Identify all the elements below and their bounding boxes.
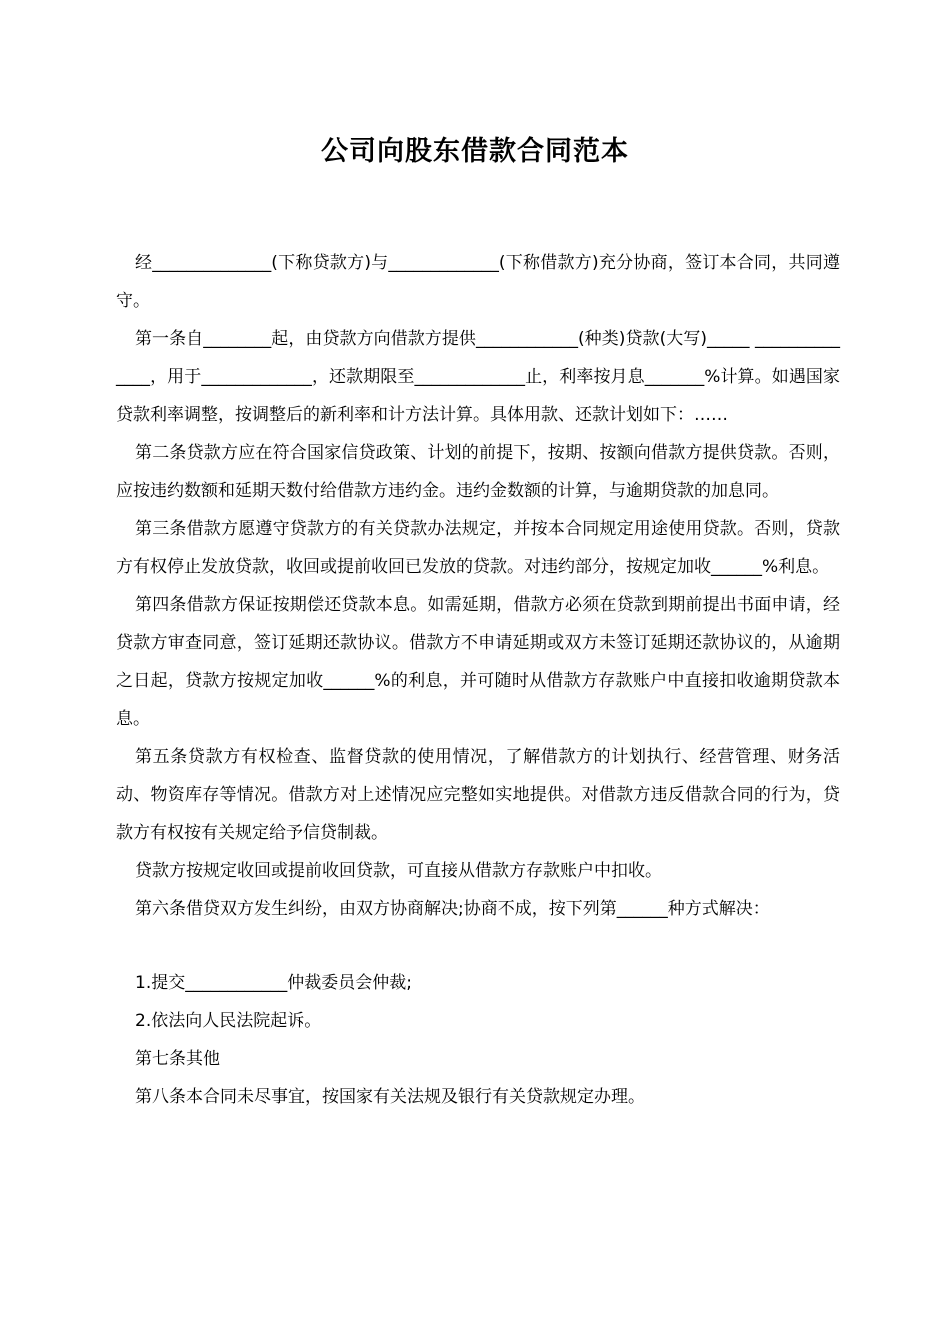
article-4-paragraph: 第四条借款方保证按期偿还贷款本息。如需延期，借款方必须在贷款到期前提出书面申请，经贷款方审查同意，签订延期还款协议。借款方不申请延期或双方未签订延期还款协议的，从逾期之日起，贷款方按规定加收______%的利息，并可随时从借款方存款账户中直接扣收逾期贷款本息。	[116, 595, 840, 729]
article-1-paragraph: 第一条自________起，由贷款方向借款方提供____________(种类)贷款(大写)_____ ______________，用于_____________，还款期限至_____________止，利率按月息_______%计算。如遇国家贷款利率调整，按调整后的新利率和计方法计算。具体用款、还款计划如下：……	[116, 329, 840, 425]
article-3-paragraph: 第三条借款方愿遵守贷款方的有关贷款办法规定，并按本合同规定用途使用贷款。否则，贷款方有权停止发放贷款，收回或提前收回已发放的贷款。对违约部分，按规定加收______%利息。	[116, 519, 840, 577]
article-6-paragraph: 第六条借贷双方发生纠纷，由双方协商解决;协商不成，按下列第______种方式解决：	[135, 899, 770, 919]
intro-paragraph: 经______________(下称贷款方)与_____________(下称借款方)充分协商，签订本合同，共同遵守。	[116, 253, 840, 311]
article-7-paragraph: 第七条其他	[135, 1049, 220, 1069]
article-5-paragraph: 第五条贷款方有权检查、监督贷款的使用情况，了解借款方的计划执行、经营管理、财务活动、物资库存等情况。借款方对上述情况应完整如实地提供。对借款方违反借款合同的行为，贷款方有权按有关规定给予信贷制裁。	[116, 747, 840, 843]
document-body	[116, 244, 840, 1116]
option-1: 1.提交____________仲裁委员会仲裁;	[135, 973, 412, 993]
document-title: 公司向股东借款合同范本	[321, 136, 629, 167]
article-2-paragraph: 第二条贷款方应在符合国家信贷政策、计划的前提下，按期、按额向借款方提供贷款。否则，应按违约数额和延期天数付给借款方违约金。违约金数额的计算，与逾期贷款的加息同。	[116, 443, 840, 501]
spacer	[116, 928, 840, 964]
option-2: 2.依法向人民法院起诉。	[135, 1011, 322, 1031]
article-8-paragraph: 第八条本合同未尽事宜，按国家有关法规及银行有关贷款规定办理。	[135, 1087, 645, 1107]
article-5-note-paragraph: 贷款方按规定收回或提前收回贷款，可直接从借款方存款账户中扣收。	[135, 861, 662, 881]
